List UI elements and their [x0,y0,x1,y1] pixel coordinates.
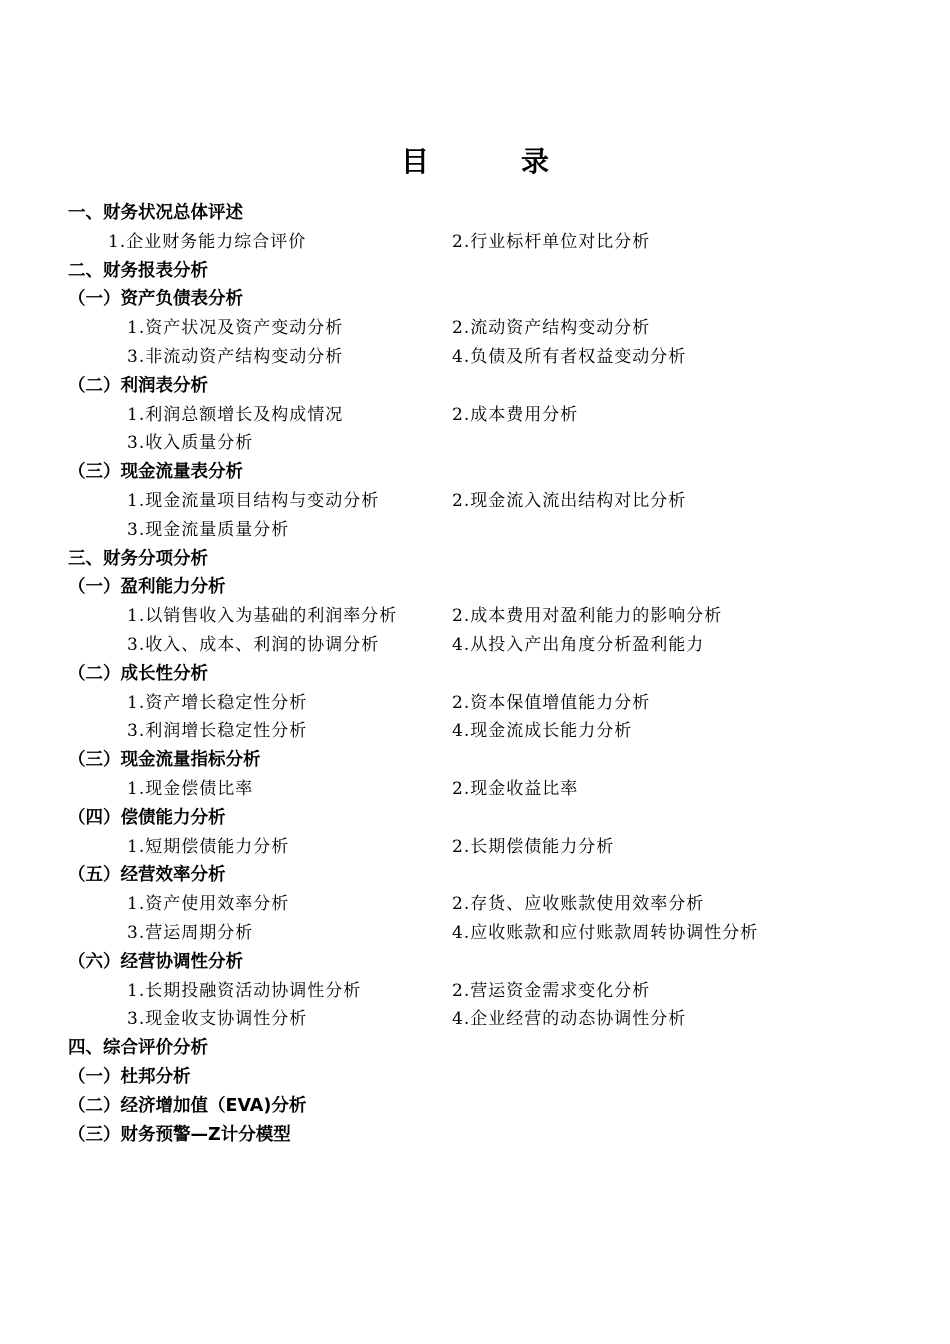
subsection-heading[interactable]: （三）现金流量表分析 [68,462,243,483]
toc-item-row [0,343,950,372]
toc-entry-left[interactable]: 3.收入质量分析 [127,433,254,454]
toc-subsection-row [0,285,950,314]
toc-entry-left[interactable]: 3.现金收支协调性分析 [127,1009,308,1030]
subsection-heading[interactable]: （四）偿债能力分析 [68,807,226,828]
toc-entry-right[interactable]: 2.行业标杆单位对比分析 [452,231,651,252]
title-char-2: 录 [521,145,550,178]
toc-item-row [0,977,950,1006]
toc-entry-right[interactable]: 4.从投入产出角度分析盈利能力 [452,634,705,655]
toc-item-row [0,487,950,516]
toc-entry-right[interactable]: 2.长期偿债能力分析 [452,836,615,857]
toc-item-row [0,833,950,862]
toc-subsection-row [0,948,950,977]
toc-subsection-row [0,746,950,775]
toc-entry-right[interactable]: 2.资本保值增值能力分析 [452,692,651,713]
toc-subsection-row [0,372,950,401]
toc-entry-right[interactable]: 2.流动资产结构变动分析 [452,318,651,339]
subsection-heading[interactable]: （二）利润表分析 [68,375,208,396]
toc-entry-right[interactable]: 2.成本费用分析 [452,404,579,425]
toc-entry-left[interactable]: 1.资产增长稳定性分析 [127,692,308,713]
toc-subsection-row [0,804,950,833]
toc-section-row [0,545,950,574]
toc-subsection-row [0,1121,950,1150]
toc-item-row [0,919,950,948]
toc-subsection-row [0,573,950,602]
toc-item-row [0,717,950,746]
toc-subsection-row [0,1092,950,1121]
toc-item-row [0,228,950,257]
toc-entry-left[interactable]: 3.现金流量质量分析 [127,519,290,540]
toc-entry-left[interactable]: 3.收入、成本、利润的协调分析 [127,634,380,655]
subsection-heading[interactable]: （一）资产负债表分析 [68,289,243,310]
subsection-heading[interactable]: （三）现金流量指标分析 [68,750,261,771]
subsection-heading[interactable]: （二）成长性分析 [68,663,208,684]
toc-section-row [0,1034,950,1063]
toc-entry-left[interactable]: 1.资产使用效率分析 [127,894,290,915]
toc-subsection-row [0,660,950,689]
section-heading[interactable]: 四、综合评价分析 [68,1038,208,1059]
toc-entry-right[interactable]: 4.企业经营的动态协调性分析 [452,1009,687,1030]
subsection-heading[interactable]: （三）财务预警—Z计分模型 [68,1124,291,1145]
toc-entry-left[interactable]: 1.长期投融资活动协调性分析 [127,980,362,1001]
toc-section-row [0,257,950,286]
subsection-heading[interactable]: （五）经营效率分析 [68,865,226,886]
toc-entry-right[interactable]: 2.营运资金需求变化分析 [452,980,651,1001]
subsection-heading[interactable]: （一）盈利能力分析 [68,577,226,598]
toc-entry-right[interactable]: 4.应收账款和应付账款周转协调性分析 [452,922,759,943]
toc-entry-right[interactable]: 4.现金流成长能力分析 [452,721,633,742]
toc-entry-left[interactable]: 3.营运周期分析 [127,922,254,943]
subsection-heading[interactable]: （二）经济增加值（EVA)分析 [68,1095,307,1116]
toc-item-row [0,429,950,458]
toc-item-row [0,689,950,718]
toc-entry-left[interactable]: 1.现金流量项目结构与变动分析 [127,490,380,511]
section-heading[interactable]: 一、财务状况总体评述 [68,203,243,223]
toc-item-row [0,890,950,919]
toc-item-row [0,314,950,343]
toc-entry-left[interactable]: 1.现金偿债比率 [127,778,254,799]
toc-entry-right[interactable]: 2.存货、应收账款使用效率分析 [452,894,705,915]
toc-entry-left[interactable]: 1.短期偿债能力分析 [127,836,290,857]
toc-entry-right[interactable]: 4.负债及所有者权益变动分析 [452,346,687,367]
toc-entry-left[interactable]: 1.利润总额增长及构成情况 [127,404,344,425]
section-heading[interactable]: 二、财务报表分析 [68,260,208,281]
toc-entry-right[interactable]: 2.成本费用对盈利能力的影响分析 [452,606,723,627]
toc-entry-left[interactable]: 3.利润增长稳定性分析 [127,721,308,742]
toc-entry-right[interactable]: 2.现金流入流出结构对比分析 [452,490,687,511]
toc-entry-left[interactable]: 1.资产状况及资产变动分析 [127,318,344,339]
toc-subsection-row [0,458,950,487]
subsection-heading[interactable]: （一）杜邦分析 [68,1066,191,1087]
table-of-contents [0,199,950,1149]
toc-section-row [0,199,950,228]
toc-entry-left[interactable]: 1.以销售收入为基础的利润率分析 [127,606,398,627]
title-char-1: 目 [400,145,429,178]
toc-subsection-row [0,1063,950,1092]
toc-item-row [0,602,950,631]
toc-entry-right[interactable]: 2.现金收益比率 [452,778,579,799]
toc-item-row [0,401,950,430]
page-title [0,140,950,180]
subsection-heading[interactable]: （六）经营协调性分析 [68,951,243,972]
toc-item-row [0,516,950,545]
toc-entry-left[interactable]: 3.非流动资产结构变动分析 [127,346,344,367]
toc-item-row [0,1005,950,1034]
toc-item-row [0,775,950,804]
section-heading[interactable]: 三、财务分项分析 [68,548,208,569]
toc-item-row [0,631,950,660]
toc-subsection-row [0,861,950,890]
toc-entry-left[interactable]: 1.企业财务能力综合评价 [108,231,307,252]
